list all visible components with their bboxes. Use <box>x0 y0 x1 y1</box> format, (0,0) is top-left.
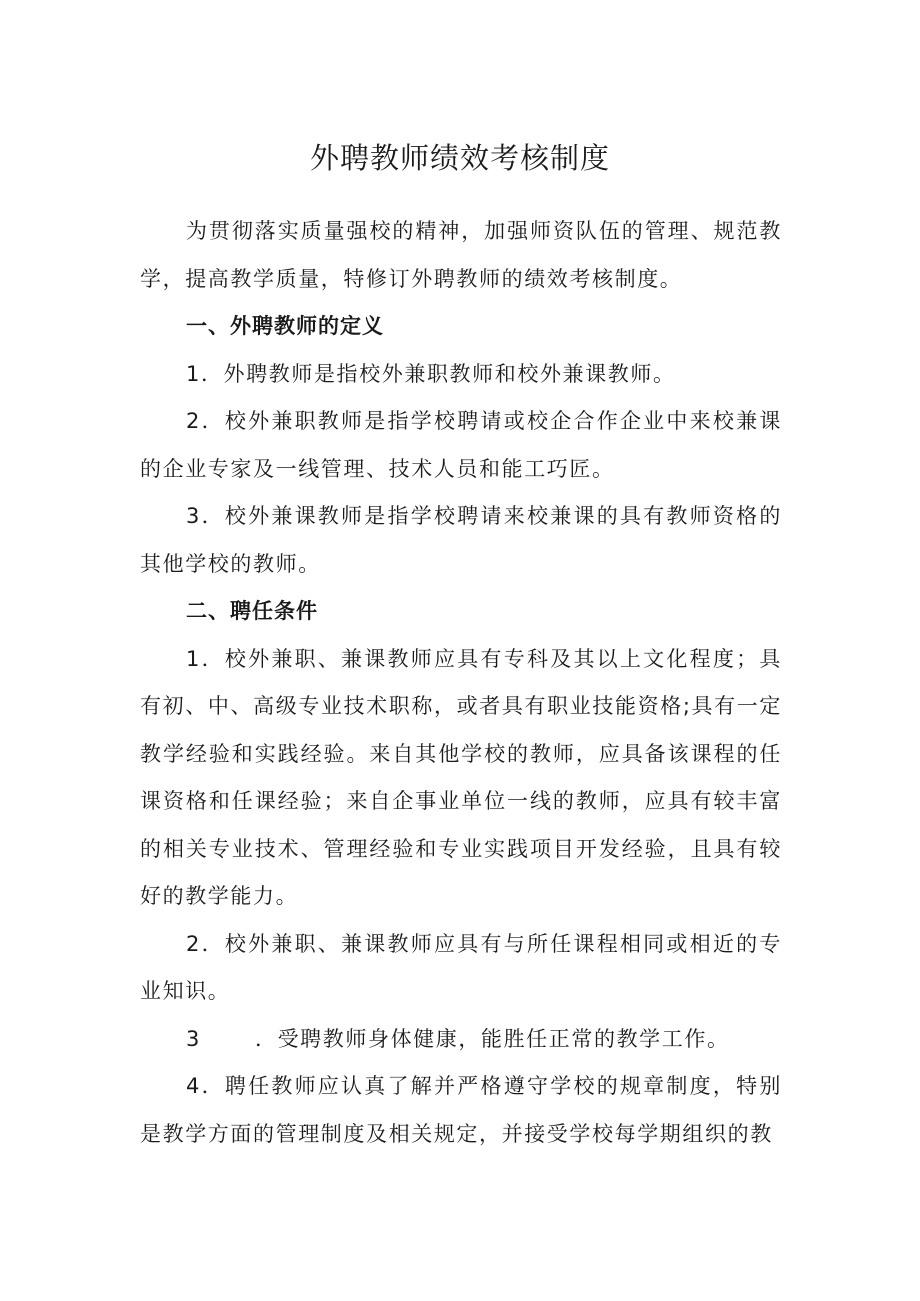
definition-item-1: 1．外聘教师是指校外兼职教师和校外兼课教师。 <box>186 361 676 386</box>
definition-item-2: 2．校外兼职教师是指学校聘请或校企合作企业中来校兼课的企业专家及一线管理、技术人员和能工巧匠。 <box>140 409 782 481</box>
document-title: 外聘教师绩效考核制度 <box>309 141 610 175</box>
condition-item-3-text: ．受聘教师身体健康，能胜任正常的教学工作。 <box>254 1026 730 1051</box>
condition-item-1: 1．校外兼职、兼课教师应具有专科及其以上文化程度；具有初、中、高级专业技术职称，或者具有职业技能资格;具有一定教学经验和实践经验。来自其他学校的教师，应具备该课程的任课资格和任课经验；来自企事业单位一线的教师，应具有较丰富的相关专业技术、管理经验和专业实践项目开发经验，且具有较好的教学能力。 <box>140 646 782 908</box>
condition-item-3 <box>140 1016 782 1064</box>
condition-item-4: 4．聘任教师应认真了解并严格遵守学校的规章制度，特别是教学方面的管理制度及相关规定，并接受学校每学期组织的教 <box>140 1074 782 1146</box>
intro-paragraph: 为贯彻落实质量强校的精神，加强师资队伍的管理、规范教学，提高教学质量，特修订外聘教师的绩效考核制度。 <box>140 219 782 291</box>
condition-item-2: 2．校外兼职、兼课教师应具有与所任课程相同或相近的专业知识。 <box>140 931 782 1003</box>
definition-item-3: 3．校外兼课教师是指学校聘请来校兼课的具有教师资格的其他学校的教师。 <box>140 504 782 576</box>
document-body <box>140 208 782 1158</box>
condition-item-3-number: 3 <box>186 1026 201 1051</box>
section-heading-conditions: 二、聘任条件 <box>186 599 318 623</box>
section-heading-definition: 一、外聘教师的定义 <box>186 314 384 338</box>
